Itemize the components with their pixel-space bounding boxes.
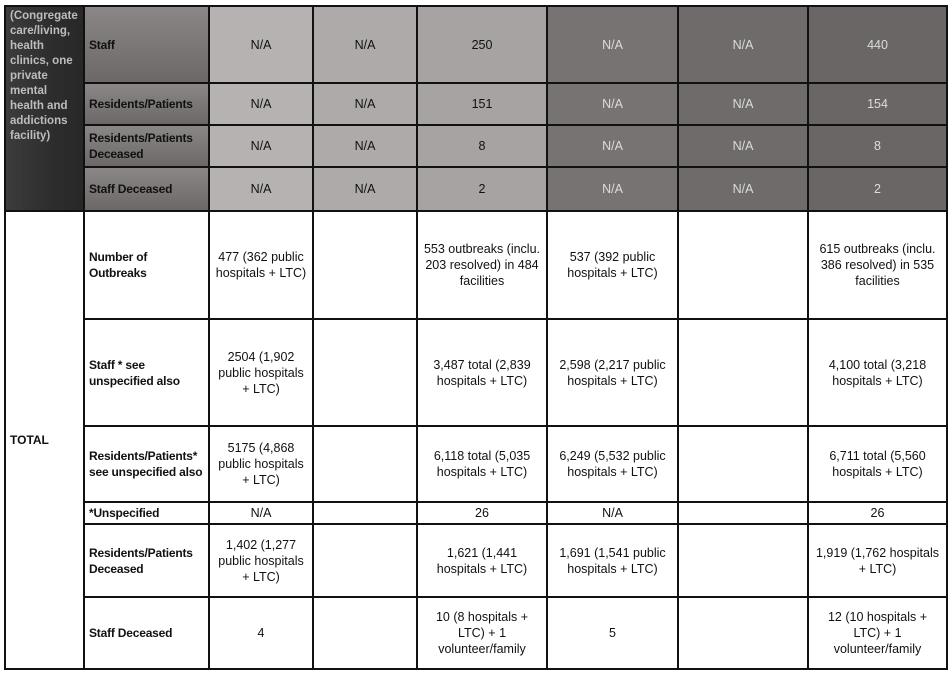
- table-row: [5, 167, 947, 211]
- table-cell: [678, 597, 808, 669]
- row-label: Residents/Patients Deceased: [84, 524, 209, 597]
- table-cell: 537 (392 public hospitals + LTC): [547, 211, 678, 319]
- table-cell: 26: [417, 502, 547, 524]
- table-row: [5, 502, 947, 524]
- table-cell: 5: [547, 597, 678, 669]
- table-cell: 440: [808, 6, 947, 83]
- table-row: [5, 426, 947, 502]
- table-cell: 3,487 total (2,839 hospitals + LTC): [417, 319, 547, 426]
- table-cell: 1,621 (1,441 hospitals + LTC): [417, 524, 547, 597]
- table-cell: [313, 597, 417, 669]
- table-row: [5, 6, 947, 83]
- table-cell: N/A: [678, 167, 808, 211]
- table-cell: N/A: [678, 6, 808, 83]
- table-row: [5, 125, 947, 167]
- row-label: Number of Outbreaks: [84, 211, 209, 319]
- row-label: *Unspecified: [84, 502, 209, 524]
- table-cell: 1,691 (1,541 public hospitals + LTC): [547, 524, 678, 597]
- group-label-congregate-care: (Congregate care/living, health clinics, one private mental health and addictions facility): [5, 6, 84, 211]
- table-cell: 12 (10 hospitals + LTC) + 1 volunteer/family: [808, 597, 947, 669]
- table-cell: 2,598 (2,217 public hospitals + LTC): [547, 319, 678, 426]
- table-cell: N/A: [313, 83, 417, 125]
- table-row: [5, 524, 947, 597]
- table-cell: 250: [417, 6, 547, 83]
- table-cell: N/A: [547, 125, 678, 167]
- table-cell: N/A: [209, 125, 313, 167]
- table-cell: 553 outbreaks (inclu. 203 resolved) in 484 facilities: [417, 211, 547, 319]
- table-cell: N/A: [678, 125, 808, 167]
- table-row: [5, 319, 947, 426]
- table-row: [5, 597, 947, 669]
- table-cell: 26: [808, 502, 947, 524]
- table-cell: 4: [209, 597, 313, 669]
- table-cell: [678, 426, 808, 502]
- table-cell: N/A: [313, 167, 417, 211]
- group-label-total: TOTAL: [5, 211, 84, 669]
- table-cell: N/A: [547, 83, 678, 125]
- table-cell: 6,249 (5,532 public hospitals + LTC): [547, 426, 678, 502]
- table-cell: 6,118 total (5,035 hospitals + LTC): [417, 426, 547, 502]
- table-cell: 8: [417, 125, 547, 167]
- table-cell: 1,919 (1,762 hospitals + LTC): [808, 524, 947, 597]
- table-cell: 5175 (4,868 public hospitals + LTC): [209, 426, 313, 502]
- table-cell: 615 outbreaks (inclu. 386 resolved) in 535 facilities: [808, 211, 947, 319]
- row-label: Residents/Patients: [84, 83, 209, 125]
- table-cell: N/A: [209, 502, 313, 524]
- covid-statistics-table: [4, 5, 948, 670]
- table-cell: N/A: [547, 502, 678, 524]
- row-label: Staff Deceased: [84, 597, 209, 669]
- table-cell: [678, 319, 808, 426]
- table-cell: N/A: [313, 6, 417, 83]
- table-cell: 477 (362 public hospitals + LTC): [209, 211, 313, 319]
- table-cell: 154: [808, 83, 947, 125]
- table-cell: N/A: [209, 167, 313, 211]
- row-label: Residents/Patients* see unspecified also: [84, 426, 209, 502]
- table-cell: N/A: [209, 6, 313, 83]
- row-label: Staff: [84, 6, 209, 83]
- table-cell: 10 (8 hospitals + LTC) + 1 volunteer/family: [417, 597, 547, 669]
- table-cell: [313, 211, 417, 319]
- table-cell: 2: [417, 167, 547, 211]
- table-cell: 151: [417, 83, 547, 125]
- table-cell: N/A: [678, 83, 808, 125]
- table-cell: [678, 524, 808, 597]
- table-cell: 1,402 (1,277 public hospitals + LTC): [209, 524, 313, 597]
- table-cell: [313, 319, 417, 426]
- table-cell: 2504 (1,902 public hospitals + LTC): [209, 319, 313, 426]
- table-cell: [313, 502, 417, 524]
- table-cell: [678, 502, 808, 524]
- table-cell: [313, 524, 417, 597]
- table-cell: N/A: [313, 125, 417, 167]
- row-label: Staff * see unspecified also: [84, 319, 209, 426]
- table-cell: 4,100 total (3,218 hospitals + LTC): [808, 319, 947, 426]
- table-row: [5, 211, 947, 319]
- table-cell: N/A: [547, 167, 678, 211]
- table-cell: 2: [808, 167, 947, 211]
- table-cell: N/A: [209, 83, 313, 125]
- row-label: Residents/Patients Deceased: [84, 125, 209, 167]
- table-cell: [313, 426, 417, 502]
- row-label: Staff Deceased: [84, 167, 209, 211]
- table-cell: 8: [808, 125, 947, 167]
- table-cell: 6,711 total (5,560 hospitals + LTC): [808, 426, 947, 502]
- table-cell: N/A: [547, 6, 678, 83]
- table-row: [5, 83, 947, 125]
- table-cell: [678, 211, 808, 319]
